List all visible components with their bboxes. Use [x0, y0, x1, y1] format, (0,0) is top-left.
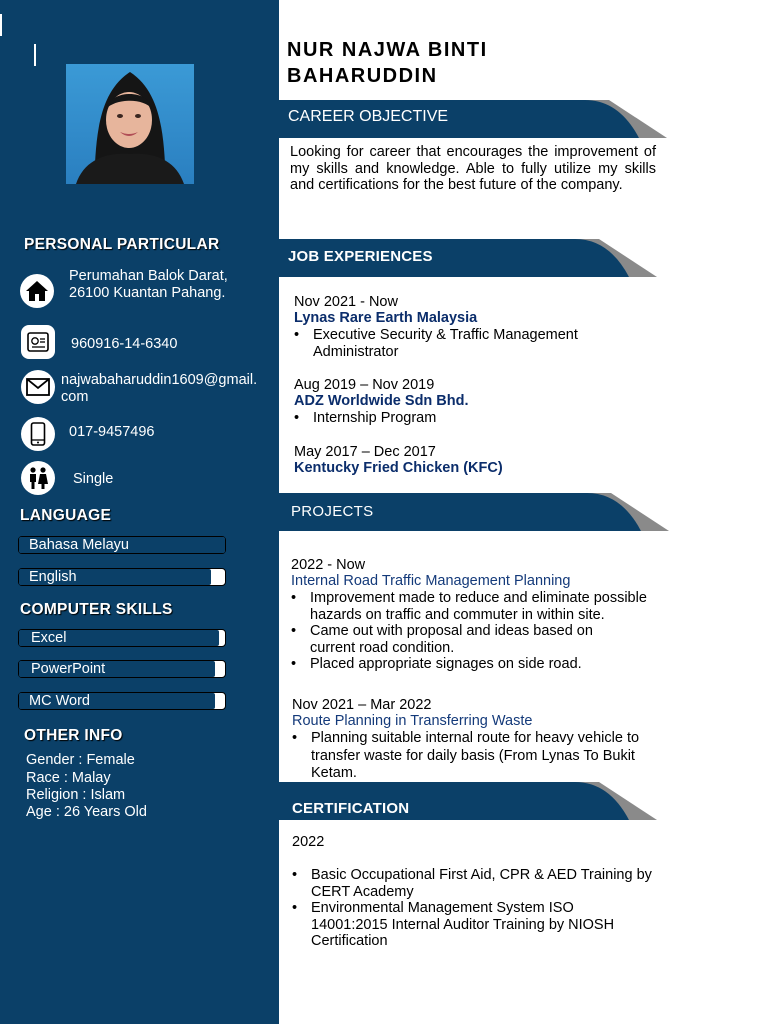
- couple-icon: [21, 461, 55, 495]
- skill-bar: [18, 629, 226, 647]
- ic-number: 960916-14-6340: [71, 336, 178, 352]
- decorative-mark: [0, 14, 2, 36]
- certification-list: [292, 867, 664, 950]
- personal-particular-heading: PERSONAL PARTICULAR: [24, 236, 220, 253]
- email-line-1: najwabaharuddin1609@gmail.: [61, 372, 258, 388]
- job-company: Lynas Rare Earth Malaysia: [294, 310, 478, 326]
- job-period: Nov 2021 - Now: [294, 294, 398, 310]
- skill-bar: [18, 692, 226, 710]
- project-bullet: • Placed appropriate signages on side road.: [291, 656, 663, 673]
- language-heading: LANGUAGE: [20, 507, 112, 524]
- language-label: Bahasa Melayu: [29, 537, 129, 553]
- certification-banner: [279, 782, 659, 820]
- id-card-icon: [21, 325, 55, 359]
- address-line-2: 26100 Kuantan Pahang.: [69, 285, 226, 301]
- skill-bar: [18, 660, 226, 678]
- race: Race : Malay: [26, 769, 111, 786]
- decorative-mark: [34, 44, 36, 66]
- project-title: Route Planning in Transferring Waste: [292, 713, 533, 729]
- religion: Religion : Islam: [26, 786, 126, 803]
- job-duties: [294, 410, 634, 427]
- marital-status: Single: [73, 471, 114, 487]
- job-duty: [294, 410, 634, 427]
- project-bullets: [291, 590, 663, 673]
- job-duty-line: Administrator: [313, 343, 399, 360]
- job-period: May 2017 – Dec 2017: [294, 444, 436, 460]
- profile-photo: [66, 64, 194, 184]
- projects-heading: PROJECTS: [291, 503, 374, 520]
- language-bar: [18, 568, 226, 586]
- phone-number: 017-9457496: [69, 424, 155, 440]
- career-objective-heading: CAREER OBJECTIVE: [288, 108, 449, 125]
- certification-heading: CERTIFICATION: [292, 800, 410, 817]
- email-line-2: com: [61, 389, 89, 405]
- full-name: [287, 37, 488, 89]
- project-bullet: • Planning suitable internal route for heavy vehicle to transfer waste for daily basis (From Lynas To Bukit Ketam.: [292, 730, 656, 783]
- phone-icon: [21, 417, 55, 451]
- mail-icon: [21, 370, 55, 404]
- other-info-heading: OTHER INFO: [24, 727, 123, 744]
- project-period: Nov 2021 – Mar 2022: [292, 697, 432, 713]
- project-period: 2022 - Now: [291, 557, 366, 573]
- certification-year: 2022: [292, 834, 325, 850]
- language-label: English: [29, 569, 77, 585]
- skill-label: PowerPoint: [31, 661, 106, 677]
- name-line-1: NUR NAJWA BINTI: [287, 39, 488, 61]
- career-objective-banner: [279, 100, 669, 138]
- job-duty: [294, 327, 634, 360]
- address-line-1: Perumahan Balok Darat,: [69, 268, 228, 284]
- job-duty-line: Internship Program: [313, 410, 437, 426]
- computer-skills-heading: COMPUTER SKILLS: [20, 601, 173, 618]
- job-experiences-banner: [279, 239, 659, 277]
- job-experiences-heading: JOB EXPERIENCES: [288, 248, 433, 265]
- project-bullets: [292, 730, 656, 783]
- job-duty-line: Executive Security & Traffic Management: [313, 327, 578, 343]
- project-title: Internal Road Traffic Management Planning: [291, 573, 571, 589]
- projects-banner: [279, 493, 671, 531]
- gender: Gender : Female: [26, 752, 135, 768]
- career-objective-text: Looking for career that encourages the improvement of my skills and knowledge. Able to fully utilize my skills and certifications for the best future of the company.: [290, 144, 656, 193]
- language-bar: [18, 536, 226, 554]
- job-duties: [294, 327, 634, 360]
- age: Age : 26 Years Old: [26, 804, 147, 820]
- skill-label: Excel: [31, 630, 67, 646]
- project-bullet: • Came out with proposal and ideas based on current road condition.: [291, 623, 663, 656]
- home-icon: [20, 274, 54, 308]
- skill-label: MC Word: [29, 693, 90, 709]
- job-company: Kentucky Fried Chicken (KFC): [294, 460, 503, 476]
- certification-item: • Environmental Management System ISO 14001:2015 Internal Auditor Training by NIOSH Certification: [292, 900, 664, 950]
- name-line-2: BAHARUDDIN: [287, 65, 438, 87]
- project-bullet: • Improvement made to reduce and eliminate possible hazards on traffic and commuter in within site.: [291, 590, 663, 623]
- job-period: Aug 2019 – Nov 2019: [294, 377, 435, 393]
- job-company: ADZ Worldwide Sdn Bhd.: [294, 393, 469, 409]
- certification-item: • Basic Occupational First Aid, CPR & AED Training by CERT Academy: [292, 867, 664, 900]
